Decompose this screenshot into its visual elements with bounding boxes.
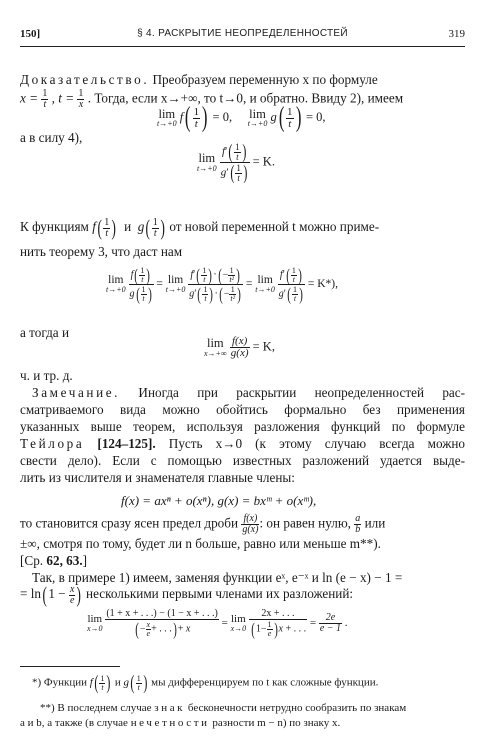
lim-operator-ex1: lim x→0 <box>87 613 103 633</box>
formula-limit-x <box>204 336 275 359</box>
after-line-3: [Ср. 62, 63.] <box>20 553 88 568</box>
example-line-1: Так, в примере 1) имеем, заменяя функции eˣ, e⁻ˣ и ln (e − x) − 1 = <box>32 570 403 585</box>
proof-line-6: а тогда и <box>20 325 70 340</box>
after-line-1: то становится сразу ясен предел дроби $\frac{f(x)}{g(x)}$ : он равен нулю, $\frac{a}{b}$ или <box>20 513 386 535</box>
eq-K-final: = K, <box>252 339 275 354</box>
remark-line-3: указанных выше теорем, используя разложения функций по формуле <box>20 419 465 434</box>
formula-limits-zero: lim t→+0 f( $\frac{1}{t}$ ) = 0, lim t→+0 g( $\frac{1}{t}$ ) = 0, <box>157 102 326 133</box>
footnote-1: *) Функции f( $\frac{1}{t}$ ) и g( $\frac{1}{t}$ ) мы дифференцируем по t как сложные функции. <box>32 672 379 694</box>
proof-text-2: . Тогда, если x→+∞, то t→0, и обратно. Ввиду 2), имеем <box>87 90 404 106</box>
header-rule <box>20 46 465 47</box>
substitution-x: x = <box>20 90 39 106</box>
eq-K: = K. <box>252 154 275 169</box>
proof-line-4: К функциям f( $\frac{1}{t}$ ) и g( $\frac{1}{t}$ ) от новой переменной t можно приме- <box>20 215 380 240</box>
example-fraction-1: (1 + x + . . .) − (1 − x + . . .) (− $\frac{x}{e}$ + . . .)+ x <box>106 608 218 639</box>
qed: ч. и тр. д. <box>20 368 73 383</box>
after-line-2: ±∞, смотря по тому, будет ли n больше, равно или меньше m**). <box>20 536 381 551</box>
remark-line-2: сматриваемого вида можно обойтись формально без применения <box>20 402 465 417</box>
footnote-2-line-2: a и b, а также (в случае нечетности разности m − n) по знаку x. <box>20 717 341 729</box>
footnote-2-line-1: **) В последнем случае знак бесконечности нетрудно сообразить по знакам <box>40 702 407 714</box>
proof-line-1 <box>20 71 378 88</box>
remark-line-6: лить из числителя и знаменателя главные члены: <box>20 470 295 485</box>
proof-text-1: Преобразуем переменную x по формуле <box>152 72 378 87</box>
running-header <box>20 28 465 48</box>
fraction-1-over-t: $\frac{1}{t}$ <box>42 88 48 110</box>
fraction-1-over-x: $\frac{1}{x}$ <box>78 88 84 110</box>
lim-operator-ex2: lim x→0 <box>230 613 247 633</box>
formula-example-limit: lim x→0 (1 + x + . . .) − (1 − x + . . .) (− $\frac{x}{e}$ + . . .)+ x = lim x→0 2x + . . . (1− $\frac{1}{e}$ )x + . . . = $\frac{2e}{e - 1}$ . <box>87 608 348 639</box>
header-section-number: 150] <box>20 28 41 40</box>
lim-operator-3: lim t→+0 <box>197 151 217 173</box>
example-line-2: = ln(1 − $\frac{x}{e}$ ) несколькими первыми членами их разложений: <box>20 582 354 607</box>
eq-zero-1: = 0, <box>212 109 233 124</box>
proof-label: Доказательство. <box>20 72 150 87</box>
lim-operator-x: lim x→+∞ <box>204 336 227 358</box>
example-fraction-2: 2x + . . . (1− $\frac{1}{e}$ )x + . . . <box>249 609 307 638</box>
proof-line-3: а в силу 4), <box>20 130 83 145</box>
substitution-t: , t = <box>51 90 75 106</box>
footnote-rule <box>20 666 120 667</box>
derivative-ratio-fraction: f′( $\frac{1}{t}$ ) g′( $\frac{1}{t}$ ) <box>220 142 250 183</box>
page-number: 319 <box>448 28 465 40</box>
formula-taylor-main-terms: f(x) = axⁿ + o(xⁿ), g(x) = bxᵐ + o(xᵐ), <box>121 493 317 508</box>
fraction-fx-gx: $\frac{f(x)}{g(x)}$ <box>230 335 249 359</box>
lim-operator-2: lim t→+0 <box>247 106 268 129</box>
formula-derivative-ratio <box>197 142 275 183</box>
example-result: $\frac{2e}{e - 1}$ <box>319 612 342 634</box>
remark-line-5: свести дело). Если с помощью известных разложений удается выде- <box>20 453 465 468</box>
remark-line-4: Тейлора [124–125]. Пусть x→0 (к этому случаю всегда можно <box>20 436 466 451</box>
lim-operator-1: lim t→+0 <box>157 106 177 129</box>
proof-line-5: нить теорему 3, что даст нам <box>20 244 183 259</box>
eq-K-star: = K*), <box>307 278 338 291</box>
eq-zero-2: = 0, <box>305 109 326 124</box>
header-title: § 4. РАСКРЫТИЕ НЕОПРЕДЕЛЕННОСТЕЙ <box>137 28 348 39</box>
remark-line-1: Замечание. Иногда при раскрытии неопределенностей рас- <box>32 385 466 400</box>
formula-main-chain: lim t→+0 f( $\frac{1}{t}$ ) g( $\frac{1}{t}$ ) = lim t→+0 f′( $\frac{1}{t}$ )·(− $\frac{1}{\text{t²}}$ ) g′( $\frac{1}{t}$ )·(− $\frac{1}{\text{t²}}$ ) = lim t→+0 f′( $\frac{1}{t}$ ) g′( $\frac{1}{t}$ ) = K*), <box>106 265 338 304</box>
